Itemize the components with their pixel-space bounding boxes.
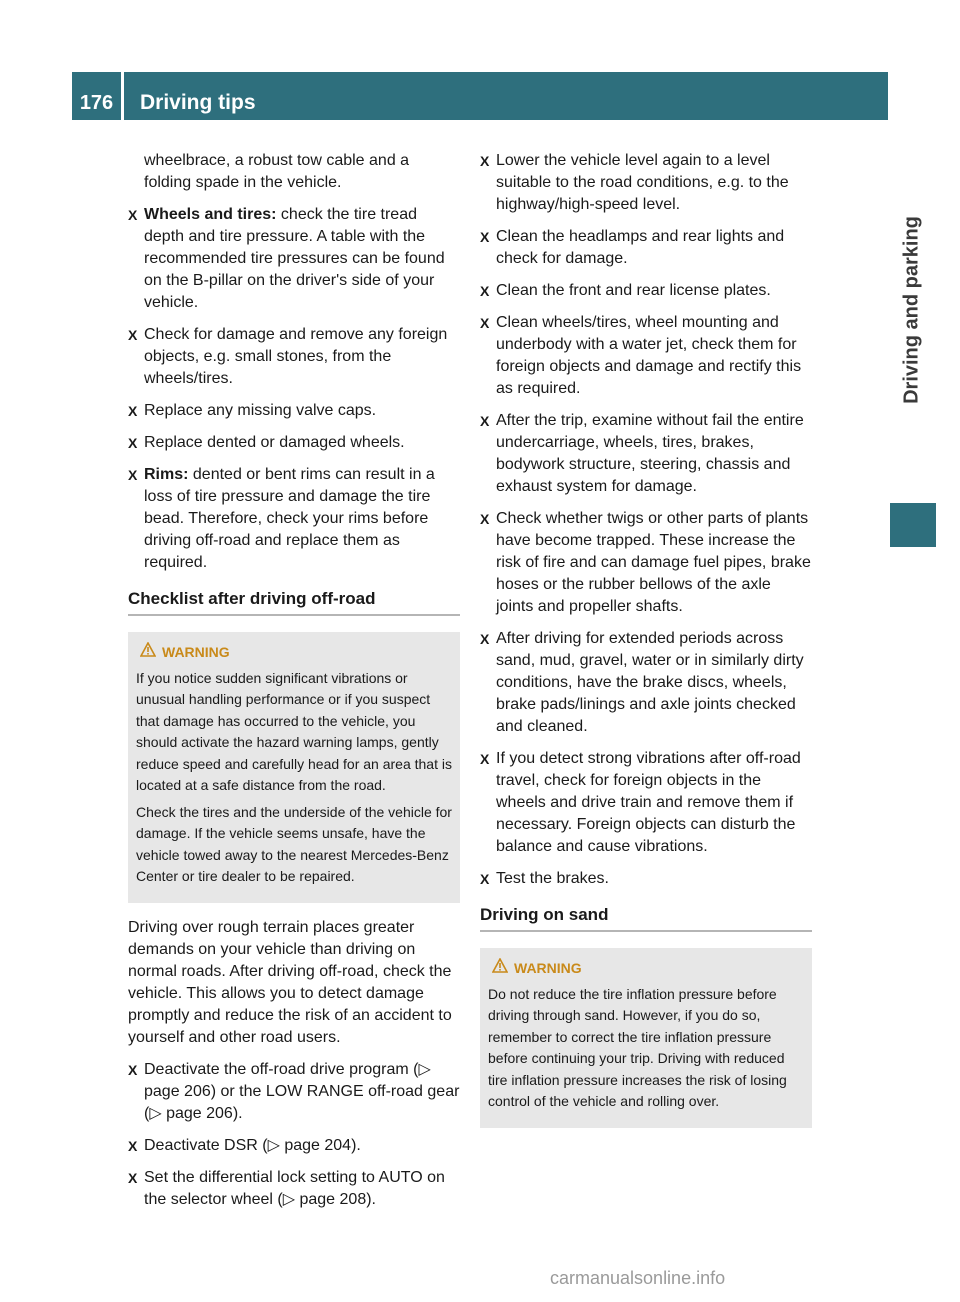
step-marker-icon: X bbox=[128, 467, 138, 483]
section-heading: Checklist after driving off-road bbox=[128, 588, 460, 616]
step-text: Replace dented or damaged wheels. bbox=[144, 434, 405, 451]
step-marker-icon: X bbox=[480, 751, 490, 767]
list-item bbox=[128, 204, 460, 314]
step-marker-icon: X bbox=[128, 327, 138, 343]
list-item bbox=[480, 226, 812, 270]
step-text: Deactivate DSR (▷ page 204). bbox=[144, 1136, 361, 1154]
step-text: Clean wheels/tires, wheel mounting and underbody with a water jet, check them for foreign objects and damage and rectify this as required. bbox=[496, 314, 802, 397]
step-text: dented or bent rims can result in a loss of tire pressure and damage the tire bead. Therefore, check your rims before driving off-road and replace them as required. bbox=[144, 466, 435, 571]
warning-triangle-icon bbox=[492, 958, 508, 980]
step-text: Clean the front and rear license plates. bbox=[496, 282, 771, 299]
warning-triangle-icon bbox=[140, 642, 156, 664]
list-item bbox=[128, 324, 460, 390]
step-marker-icon: X bbox=[480, 315, 490, 331]
step-text: After driving for extended periods across sand, mud, gravel, water or in similarly dirty conditions, have the brake discs, wheels, brake pads/linings and axle joints checked and cleaned. bbox=[496, 630, 804, 735]
step-text: After the trip, examine without fail the entire undercarriage, wheels, tires, brakes, bodywork structure, steering, chassis and exhaust system for damage. bbox=[496, 412, 804, 495]
chapter-label: Driving and parking bbox=[900, 216, 923, 404]
step-marker-icon: X bbox=[128, 1061, 138, 1078]
step-text: Set the differential lock setting to AUTO on the selector wheel (▷ page 208). bbox=[144, 1168, 445, 1208]
step-text: Clean the headlamps and rear lights and check for damage. bbox=[496, 228, 785, 267]
warning-box bbox=[480, 948, 812, 1128]
step-text: check the tire tread depth and tire pressure. A table with the recommended tire pressures can be found on the B-pillar on the driver's side of your vehicle. bbox=[144, 206, 445, 311]
step-marker-icon: X bbox=[480, 871, 490, 887]
list-item bbox=[128, 432, 460, 454]
list-item bbox=[480, 748, 812, 858]
left-column bbox=[128, 150, 460, 1221]
section-heading: Driving on sand bbox=[480, 904, 812, 932]
step-text: Lower the vehicle level again to a level suitable to the road conditions, e.g. to the highway/high-speed level. bbox=[496, 152, 789, 213]
step-marker-icon: X bbox=[128, 207, 138, 223]
list-item bbox=[128, 400, 460, 422]
warning-title-text: WARNING bbox=[162, 644, 230, 660]
page-header bbox=[72, 72, 888, 120]
chapter-side-tab bbox=[888, 120, 936, 500]
step-marker-icon: X bbox=[480, 283, 490, 299]
step-marker-icon: X bbox=[128, 1169, 138, 1186]
list-item bbox=[128, 1059, 460, 1125]
list-item bbox=[128, 1167, 460, 1211]
list-item bbox=[480, 150, 812, 216]
section-title: Driving tips bbox=[140, 91, 256, 114]
step-marker-icon: X bbox=[480, 413, 490, 429]
step-marker-icon: X bbox=[480, 229, 490, 245]
step-marker-icon: X bbox=[480, 511, 490, 527]
step-text: Deactivate the off-road drive program (▷ page 206) or the LOW RANGE off-road gear (▷ page 206). bbox=[144, 1060, 460, 1122]
step-bold-label: Rims: bbox=[144, 466, 189, 483]
warning-paragraph: If you notice sudden significant vibrations or unusual handling performance or if you suspect that damage has occurred to the vehicle, you should activate the hazard warning lamps, gently reduce speed and carefully head for an area that is located at a safe distance from the road. bbox=[136, 669, 452, 793]
warning-title bbox=[514, 958, 804, 980]
list-item bbox=[128, 1135, 460, 1157]
step-marker-icon: X bbox=[480, 631, 490, 647]
list-item bbox=[480, 868, 812, 890]
list-item bbox=[128, 464, 460, 574]
warning-box bbox=[128, 632, 460, 903]
step-text: Check whether twigs or other parts of plants have become trapped. These increase the risk of fire and can damage fuel pipes, brake hoses or the rubber bellows of the axle joints and propeller shafts. bbox=[496, 510, 811, 615]
right-column bbox=[480, 150, 812, 1142]
step-marker-icon: X bbox=[128, 403, 138, 419]
step-marker-icon: X bbox=[128, 435, 138, 451]
watermark: carmanualsonline.info bbox=[550, 1268, 726, 1288]
intro-text: wheelbrace, a robust tow cable and a folding spade in the vehicle. bbox=[144, 152, 410, 191]
step-text: If you detect strong vibrations after off-road travel, check for foreign objects in the wheels and drive train and remove them if necessary. Foreign objects can disturb the balance and cause vibrations. bbox=[496, 750, 801, 855]
warning-paragraph: Do not reduce the tire inflation pressure before driving through sand. However, if you do so, remember to correct the tire inflation pressure before continuing your trip. Driving with reduced tire inflation pressure increases the risk of losing control of the vehicle and rolling over. bbox=[488, 985, 787, 1109]
warning-paragraph: Check the tires and the underside of the vehicle for damage. If the vehicle seems unsafe, have the vehicle towed away to the nearest Mercedes-Benz Center or tire dealer to be repaired. bbox=[136, 803, 452, 884]
list-item bbox=[480, 280, 812, 302]
chapter-marker-block bbox=[890, 503, 936, 547]
warning-title bbox=[162, 642, 452, 664]
body-paragraph: Driving over rough terrain places greater demands on your vehicle than driving on normal roads. After driving off-road, check the vehicle. This allows you to detect damage promptly and reduce the risk of an accident to yourself and other road users. bbox=[128, 918, 452, 1046]
page-number: 176 bbox=[72, 72, 124, 120]
step-bold-label: Wheels and tires: bbox=[144, 206, 277, 223]
step-text: Test the brakes. bbox=[496, 870, 609, 887]
step-marker-icon: X bbox=[480, 153, 490, 169]
warning-title-text: WARNING bbox=[514, 960, 582, 976]
step-marker-icon: X bbox=[128, 1137, 138, 1154]
list-item bbox=[480, 628, 812, 738]
list-item bbox=[480, 312, 812, 400]
list-item bbox=[480, 508, 812, 618]
list-item bbox=[480, 410, 812, 498]
step-text: Replace any missing valve caps. bbox=[144, 402, 377, 419]
step-text: Check for damage and remove any foreign objects, e.g. small stones, from the wheels/tires. bbox=[144, 326, 448, 387]
